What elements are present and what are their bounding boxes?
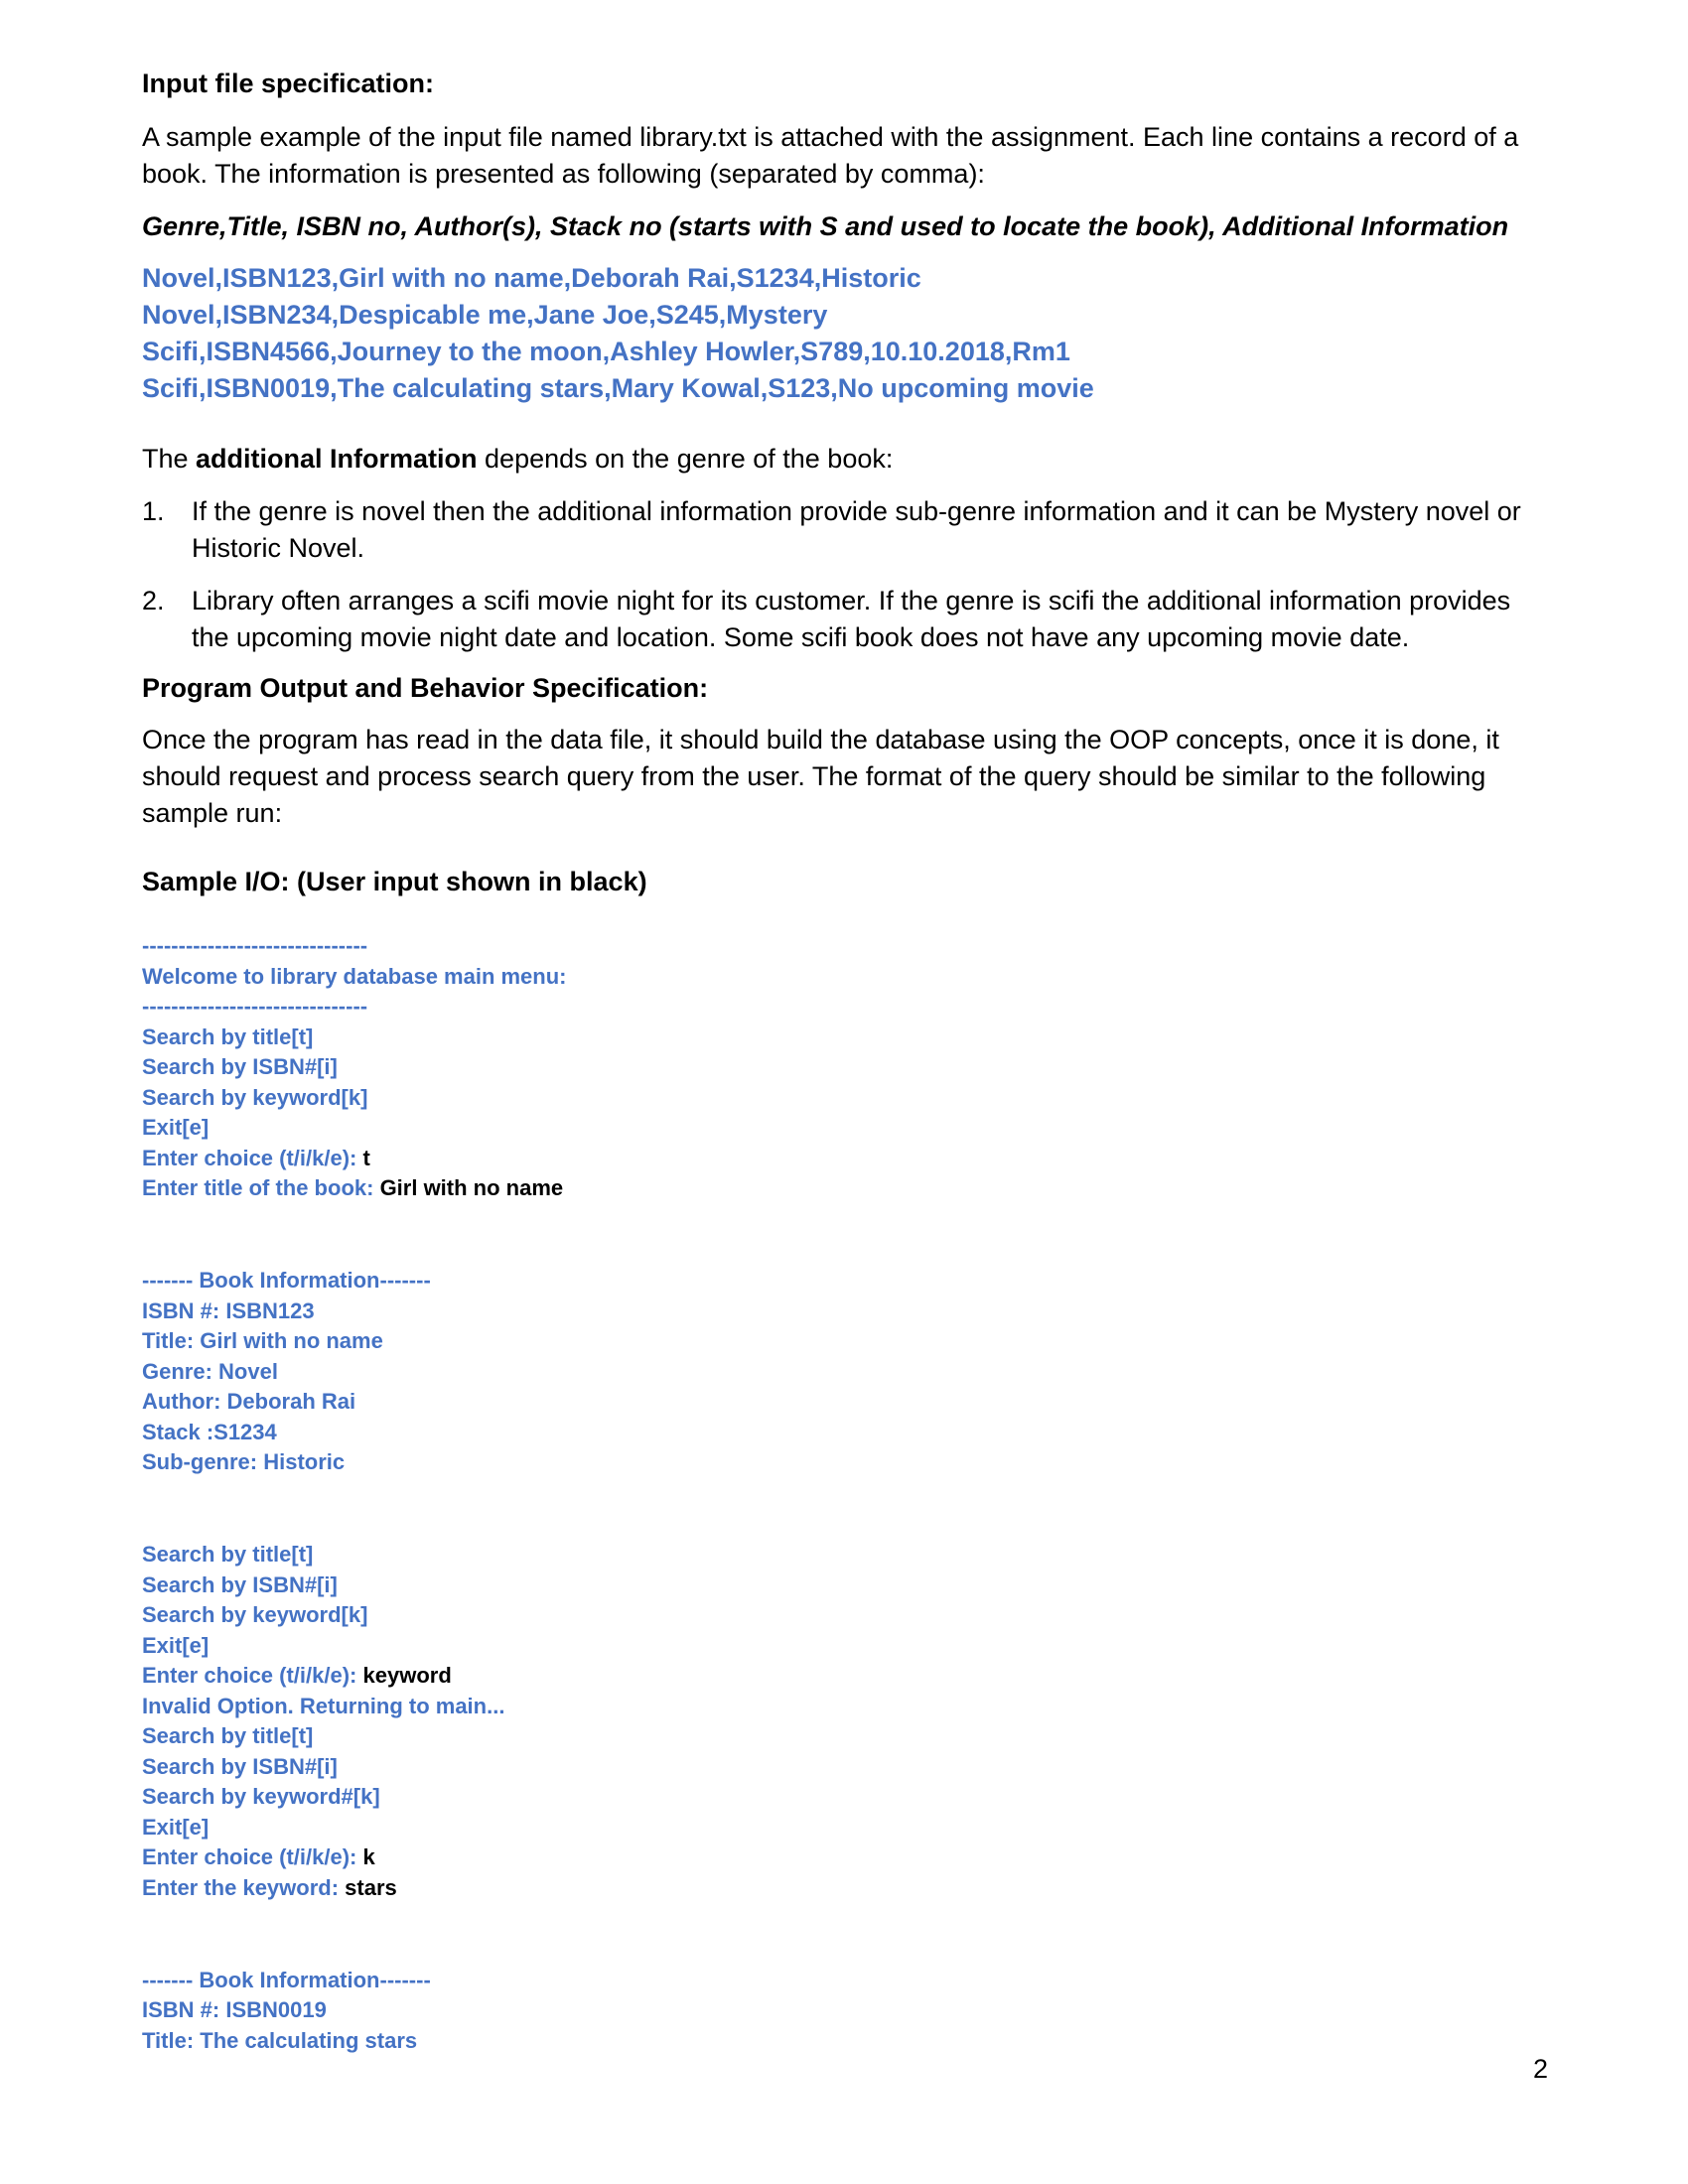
io-line (142, 1570, 1552, 1601)
io-line (142, 1447, 1552, 1478)
io-line (142, 1721, 1552, 1752)
io-line (142, 1144, 1552, 1174)
io-user-input: stars (345, 1874, 397, 1900)
io-program-text: Search by title[t] (142, 1723, 314, 1748)
io-line (142, 1357, 1552, 1388)
io-program-text: Search by ISBN#[i] (142, 1571, 338, 1597)
io-line (142, 1843, 1552, 1873)
io-line (142, 992, 1552, 1023)
io-program-text: ------- Book Information------- (142, 1967, 431, 1992)
io-program-text: Enter choice (t/i/k/e): (142, 1145, 363, 1170)
io-program-text: Enter title of the book: (142, 1175, 380, 1200)
list-number: 1. (142, 496, 165, 526)
io-program-text: Stack :S1234 (142, 1419, 277, 1444)
list-text: If the genre is novel then the additional information provide sub-genre information and it can be Mystery novel or Historic Novel. (192, 496, 1521, 563)
io-program-text: Search by keyword#[k] (142, 1784, 380, 1809)
io-program-text: Search by ISBN#[i] (142, 1753, 338, 1779)
io-blank-line (142, 1494, 1552, 1525)
sample-io-block (142, 931, 1552, 2056)
io-user-input: k (362, 1844, 375, 1869)
io-program-text: Invalid Option. Returning to main... (142, 1693, 505, 1718)
additional-intro-bold: additional Information (196, 444, 478, 474)
io-line (142, 1387, 1552, 1418)
io-program-text: Search by title[t] (142, 1024, 314, 1049)
genre-rules-list (142, 493, 1552, 656)
additional-intro-pre: The (142, 444, 197, 474)
output-paragraph: Once the program has read in the data file, it should build the database using the OOP concepts, once it is done, it should request and process search query from the user. The format of the query should be similar to the following sample run: (142, 725, 1499, 828)
io-program-text: Exit[e] (142, 1632, 210, 1658)
io-line (142, 2026, 1552, 2057)
io-blank-line (142, 1220, 1552, 1251)
io-program-text: Enter choice (t/i/k/e): (142, 1844, 363, 1869)
io-line (142, 1600, 1552, 1631)
io-program-text: Welcome to library database main menu: (142, 963, 567, 989)
io-line (142, 1782, 1552, 1813)
io-line (142, 931, 1552, 962)
list-number: 2. (142, 586, 165, 615)
io-line (142, 1661, 1552, 1692)
io-program-text: Title: Girl with no name (142, 1328, 383, 1353)
io-line (142, 1266, 1552, 1297)
io-program-text: Sub-genre: Historic (142, 1449, 346, 1474)
io-program-text: ISBN #: ISBN123 (142, 1297, 315, 1323)
io-program-text: Title: The calculating stars (142, 2027, 418, 2053)
additional-intro-post: depends on the genre of the book: (477, 444, 894, 474)
io-program-text: Search by keyword[k] (142, 1084, 368, 1110)
io-line (142, 1995, 1552, 2026)
sample-io-heading: Sample I/O: (User input shown in black) (142, 867, 647, 896)
list-item (142, 583, 1552, 656)
io-user-input: keyword (362, 1663, 452, 1688)
io-line (142, 1752, 1552, 1783)
io-line (142, 1052, 1552, 1083)
io-line (142, 1692, 1552, 1722)
additional-info-intro (142, 441, 1552, 478)
io-line (142, 1813, 1552, 1843)
record-format-line: Genre,Title, ISBN no, Author(s), Stack no (starts with S and used to locate the book), Additional Information (142, 211, 1509, 241)
intro-paragraph: A sample example of the input file named library.txt is attached with the assignment. Each line contains a record of a book. The information is presented as following (separated by comma): (142, 122, 1519, 189)
io-program-text: Search by title[t] (142, 1542, 314, 1567)
page-number: 2 (1533, 2054, 1549, 2084)
io-program-text: Exit[e] (142, 1814, 210, 1840)
sample-records (142, 260, 1552, 407)
io-program-text: Search by ISBN#[i] (142, 1054, 338, 1079)
record-line: Scifi,ISBN0019,The calculating stars,Mary Kowal,S123,No upcoming movie (142, 373, 1094, 403)
io-program-text: ------- Book Information------- (142, 1268, 431, 1293)
io-line (142, 1326, 1552, 1357)
io-line (142, 1023, 1552, 1053)
io-line (142, 1631, 1552, 1662)
io-line (142, 1540, 1552, 1570)
io-program-text: Exit[e] (142, 1115, 210, 1140)
document-page (142, 66, 1552, 2056)
io-user-input: t (362, 1145, 370, 1170)
record-line: Scifi,ISBN4566,Journey to the moon,Ashley Howler,S789,10.10.2018,Rm1 (142, 337, 1070, 366)
list-item (142, 493, 1552, 567)
output-spec-heading: Program Output and Behavior Specification: (142, 673, 709, 703)
io-blank-line (142, 1919, 1552, 1950)
io-program-text: Author: Deborah Rai (142, 1389, 356, 1414)
io-line (142, 1297, 1552, 1327)
record-line: Novel,ISBN123,Girl with no name,Deborah Rai,S1234,Historic (142, 263, 921, 293)
io-line (142, 1083, 1552, 1114)
input-spec-heading: Input file specification: (142, 68, 435, 98)
io-program-text: ------------------------------- (142, 994, 368, 1019)
list-text: Library often arranges a scifi movie night for its customer. If the genre is scifi the additional information provides the upcoming movie night date and location. Some scifi book does not have any upcoming movie date. (192, 586, 1511, 652)
io-program-text: Enter the keyword: (142, 1874, 346, 1900)
io-program-text: Search by keyword[k] (142, 1602, 368, 1627)
io-user-input: Girl with no name (379, 1175, 564, 1200)
io-program-text: Genre: Novel (142, 1358, 278, 1384)
io-program-text: ISBN #: ISBN0019 (142, 1997, 327, 2022)
io-line (142, 1966, 1552, 1996)
io-line (142, 1873, 1552, 1904)
io-line (142, 1173, 1552, 1204)
io-program-text: ------------------------------- (142, 933, 368, 958)
io-line (142, 1113, 1552, 1144)
io-line (142, 1418, 1552, 1448)
io-line (142, 962, 1552, 993)
record-line: Novel,ISBN234,Despicable me,Jane Joe,S245,Mystery (142, 300, 828, 330)
io-program-text: Enter choice (t/i/k/e): (142, 1663, 363, 1688)
